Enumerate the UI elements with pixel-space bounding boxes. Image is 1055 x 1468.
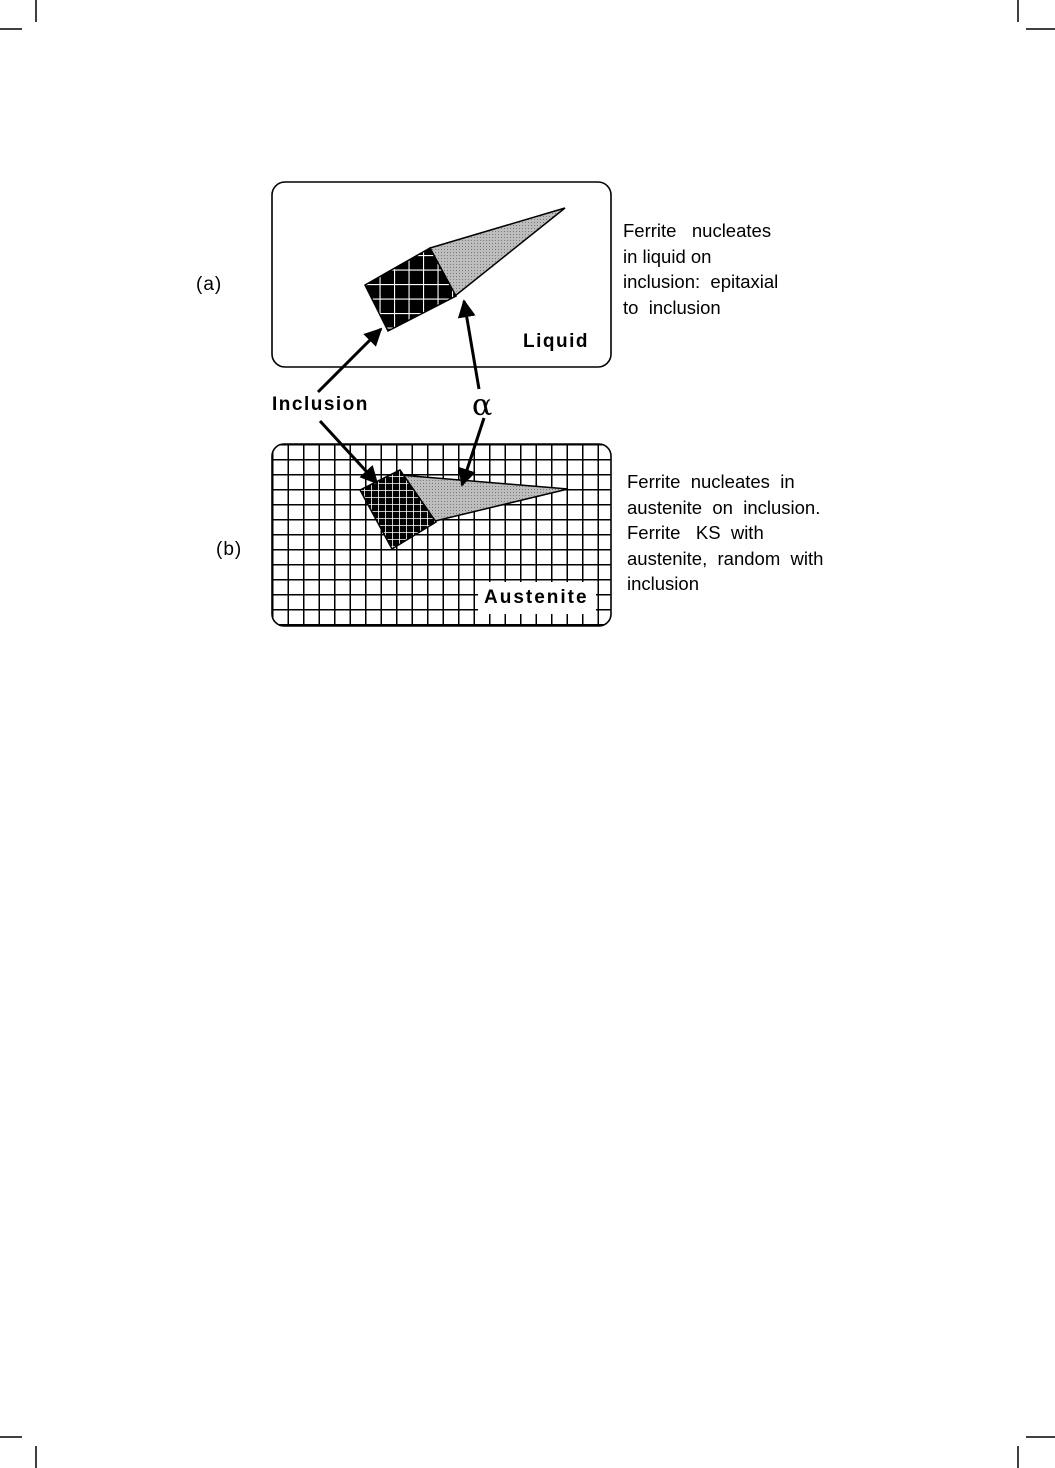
alpha-label: α [472, 388, 493, 423]
inclusion-label: Inclusion [272, 394, 369, 415]
caption-line: austenite, random with [627, 547, 824, 569]
caption-line: in liquid on [623, 245, 712, 267]
panel-b-caption [627, 469, 823, 597]
caption-line: to inclusion [623, 296, 721, 318]
caption-line: Ferrite KS with [627, 522, 764, 543]
caption-line: austenite on inclusion. [627, 496, 821, 518]
caption-line: Ferrite nucleates in [627, 471, 795, 492]
caption-line: Ferrite nucleates [623, 220, 772, 241]
panel-a-caption [623, 218, 778, 320]
panel-a-tag: (a) [196, 274, 223, 295]
austenite-label: Austenite [484, 587, 589, 608]
liquid-label: Liquid [523, 331, 589, 352]
panel-b-tag: (b) [216, 539, 243, 560]
panel-b-diagram [272, 444, 611, 626]
caption-line: inclusion [627, 573, 699, 594]
caption-line: inclusion: epitaxial [623, 271, 779, 292]
panel-a-diagram [272, 182, 611, 367]
